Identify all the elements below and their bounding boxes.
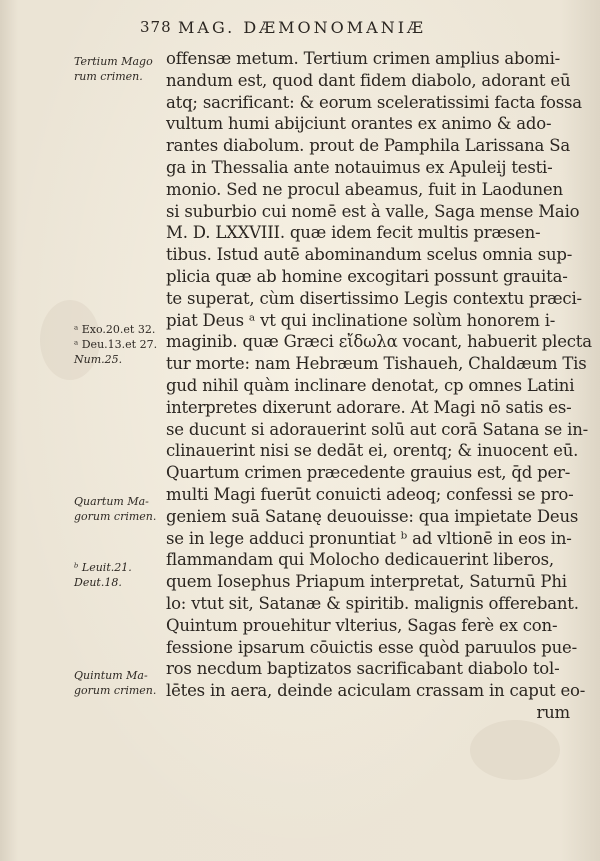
text-line: gud nihil quàm inclinare denotat, cp omnes Latini (166, 375, 575, 395)
margin-note-line: Quintum Ma- (74, 669, 148, 682)
text-line: se ducunt si adorauerint solū aut corā Satana se in- (166, 419, 589, 439)
reference-line: ᵃ Deu.13.et 27. (74, 338, 158, 351)
text-line: Quintum prouehitur vlterius, Sagas ferè ex con- (166, 615, 558, 635)
running-title: MAG. DÆMONOMANIÆ (178, 18, 427, 37)
text-line: flammandam qui Molocho dedicauerint liberos, (166, 550, 554, 570)
margin-note-line: gorum crimen. (74, 684, 157, 697)
text-line: M. D. LXXVIII. quæ idem fecit multis præsen- (166, 223, 541, 243)
text-line: lētes in aera, deinde aciculam crassam in caput eo- (166, 681, 586, 701)
text-line: si suburbio cui nomē est à valle, Saga mense Maio (166, 201, 580, 221)
text-line: tur morte: nam Hebræum Tishaueh, Chaldæum Tis (166, 354, 587, 374)
text-line: geniem suā Satanę deuouisse: qua impietate Deus (166, 506, 579, 526)
text-line: plicia quæ ab homine excogitari possunt grauita- (166, 266, 568, 286)
reference-line: Num.25. (74, 353, 123, 366)
text-line: tibus. Istud autē abominandum scelus omnia sup- (166, 245, 573, 265)
margin-note-tertium (74, 54, 164, 84)
text-line: clinauerint nisi se dedāt ei, orentq; & inuocent eū. (166, 441, 579, 461)
margin-note-line: gorum crimen. (74, 510, 157, 523)
reference-note-b (74, 560, 166, 590)
text-line: ga in Thessalia ante notauimus ex Apuleij testi- (166, 157, 553, 177)
text-line: nandum est, quod dant fidem diabolo, adorant eū (166, 70, 571, 90)
text-line: maginib. quæ Græci εἴδωλα vocant, habuerit plecta (166, 332, 592, 352)
reference-line: ᵇ Leuit.21. (74, 561, 132, 574)
reference-line: ᵃ Exo.20.et 32. (74, 323, 156, 336)
text-line: lo: vtut sit, Satanæ & spiritib. malignis offerebant. (166, 593, 579, 613)
text-line: rantes diabolum. prout de Pamphila Larissana Sa (166, 136, 570, 156)
text-line: interpretes dixerunt adorare. At Magi nō satis es- (166, 397, 572, 417)
margin-note-line: rum crimen. (74, 70, 143, 83)
text-line: piat Deus ᵃ vt qui inclinatione solùm honorem i- (166, 310, 556, 330)
page-number: 378 (140, 18, 172, 36)
reference-note-a (74, 322, 166, 367)
text-line: vultum humi abijciunt orantes ex animo & ado- (166, 114, 552, 134)
text-line: multi Magi fuerūt conuicti adeoq; confessi se pro- (166, 484, 574, 504)
paper-stain (470, 720, 560, 780)
text-line: monio. Sed ne procul abeamus, fuit in Laodunen (166, 179, 563, 199)
margin-note-line: Quartum Ma- (74, 495, 149, 508)
page-header (0, 18, 600, 40)
text-line: Quartum crimen præcedente grauius est, q̄d per- (166, 463, 571, 483)
text-line: te superat, cùm disertissimo Legis contextu præci- (166, 288, 582, 308)
text-line: offensæ metum. Tertium crimen amplius abomi- (166, 49, 561, 68)
margin-note-quartum (74, 494, 164, 524)
main-text (166, 48, 592, 724)
catchword: rum (536, 702, 570, 722)
reference-line: Deut.18. (74, 576, 122, 589)
margin-note-quintum (74, 668, 164, 698)
text-line: ros necdum baptizatos sacrificabant diabolo tol- (166, 659, 560, 679)
text-line: fessione ipsarum cōuictis esse quòd paruulos pue- (166, 637, 577, 657)
text-line: quem Iosephus Priapum interpretat, Saturnū Phi (166, 572, 567, 592)
margin-note-line: Tertium Mago (74, 55, 153, 68)
text-line: se in lege adduci pronuntiat ᵇ ad vltionē in eos in- (166, 528, 572, 548)
text-line: atq; sacrificant: & eorum sceleratissimi facta fossa (166, 92, 582, 112)
